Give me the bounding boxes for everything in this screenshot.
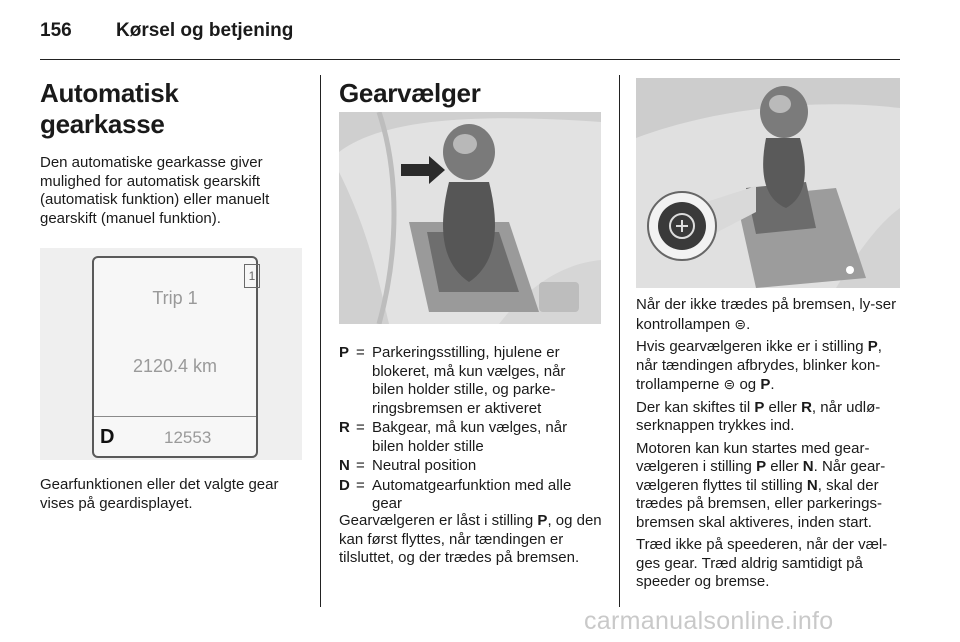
text-span: Hvis gearvælgeren ikke er i stilling [636, 338, 868, 355]
odometer-value: 12553 [164, 428, 212, 447]
text-span: Motoren kan kun startes med gear-vælgeren i stilling [636, 439, 870, 475]
gear-display-screen [92, 256, 258, 458]
gear-p: P [754, 398, 765, 416]
ignition-paragraph [636, 338, 900, 395]
text-span: . Når gear-vælgeren flyttes til stilling [636, 458, 886, 494]
column-brake-info [636, 296, 900, 592]
engine-start-paragraph [636, 440, 900, 533]
gear-n: N [806, 476, 818, 494]
gear-equals: = [356, 344, 365, 361]
brake-lamp-paragraph [636, 296, 900, 334]
gear-key: P [339, 344, 350, 361]
gear-key: D [339, 476, 350, 494]
text-span: , når udlø-serknappen trykkes ind. [636, 398, 881, 434]
gear-p: P [867, 338, 878, 355]
trip-label: Trip 1 [152, 288, 198, 308]
shift-paragraph [636, 399, 900, 436]
list-item [339, 419, 601, 456]
trip-distance: 2120.4 km [132, 356, 218, 376]
gear-description: Bakgear, må kun vælges, når bilen holder stille [372, 419, 568, 455]
text-span: og [735, 376, 761, 393]
column-divider-right [619, 75, 620, 607]
text-span: Gearvælgeren er låst i stilling [339, 512, 538, 529]
list-item [339, 457, 601, 476]
gear-description: Automatgearfunktion med alle gear [372, 476, 572, 512]
text-span: Når der ikke trædes på bremsen, ly-ser kontrollampen [636, 296, 897, 333]
gear-p: P [756, 458, 767, 475]
gear-key: R [339, 419, 350, 436]
release-button-photo [636, 78, 900, 288]
gear-selector-photo [339, 112, 601, 324]
text-span: eller [764, 398, 802, 416]
column-divider-left [320, 75, 321, 607]
display-divider [94, 416, 256, 417]
gear-p: P [760, 376, 771, 393]
brake-lamp-icon: ⊜ [734, 315, 747, 332]
display-indicator: 1 [244, 264, 260, 288]
text-span: . [746, 315, 751, 333]
text-span: eller [766, 458, 803, 475]
list-item [339, 344, 601, 418]
gear-equals: = [356, 419, 365, 436]
section-title: Kørsel og betjening [116, 20, 294, 41]
gear-display-illustration [40, 248, 302, 460]
watermark: carmanualsonline.info [584, 607, 834, 635]
header-rule [40, 59, 900, 60]
heading-gear-selector: Gearvælger [339, 78, 481, 108]
gear-description: Neutral position [372, 457, 477, 474]
brake-lamp-icon: ⊜ [723, 376, 736, 392]
pedal-warning-paragraph: Træd ikke på speederen, når der væl-ges gear. Træd aldrig samtidigt på speeder og bremse. [636, 536, 888, 590]
gear-n: N [802, 458, 814, 475]
text-span: , og den kan først flyttes, når tændingen er tilsluttet, og der trædes på bremsen. [339, 512, 602, 566]
list-item [339, 477, 601, 514]
gear-description: Parkeringsstilling, hjulene er blokeret, må kun vælges, når bilen holder stille, og parke-ringsbremsen er aktiveret [372, 344, 566, 417]
text-span: , skal der trædes på bremsen, eller parkerings-bremsen skal aktiveres, inden start. [636, 476, 882, 531]
gear-key: N [339, 457, 350, 474]
gear-display-caption: Gearfunktionen eller det valgte gear vises på geardisplayet. [40, 476, 279, 512]
gear-r: R [801, 398, 812, 416]
text-span: Der kan skiftes til [636, 398, 755, 416]
gear-position-list [339, 344, 601, 515]
intro-paragraph: Den automatiske gearkasse giver mulighed for automatisk gearskift (automatisk funktion) eller manuelt gearskift (manuel funktion). [40, 154, 270, 227]
text-span: , når tændingen afbrydes, blinker kon-trollamperne [636, 338, 882, 393]
selector-lock-paragraph [339, 512, 605, 568]
text-span: . [770, 376, 775, 393]
selected-gear: D [100, 426, 115, 448]
page-number: 156 [40, 20, 72, 41]
gear-equals: = [356, 457, 365, 474]
column-gear-selector [339, 78, 601, 109]
heading-automatic-gearbox: Automatisk gearkasse [40, 78, 179, 139]
gear-p: P [537, 512, 548, 529]
gear-equals: = [356, 476, 365, 494]
